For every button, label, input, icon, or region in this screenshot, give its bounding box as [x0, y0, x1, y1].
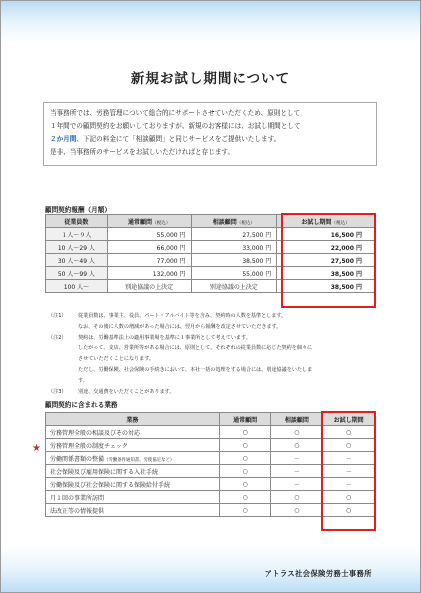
trial-fee-cell: 16,500 円 — [277, 228, 375, 241]
regular-mark: ○ — [219, 439, 271, 452]
note-line: 別途、交通費をいただくことがあります。 — [78, 388, 175, 395]
regular-mark: ○ — [219, 452, 271, 465]
regular-mark: ○ — [219, 426, 271, 439]
trial-mark: － — [323, 465, 375, 478]
note-line: 契約は、労働基準法上の適用事業場を基準に１事業所として考えています。 — [78, 334, 251, 341]
trial-mark: － — [323, 452, 375, 465]
employees-cell: 30 人～49 人 — [46, 254, 108, 267]
services-section-heading: 顧問契約に含まれる業務 — [45, 401, 118, 409]
note-line: させていただくことになります。 — [78, 356, 154, 363]
employees-cell: 10 人～29 人 — [46, 241, 108, 254]
note-item — [48, 311, 378, 333]
trial-mark: － — [323, 478, 375, 491]
consult-mark: ○ — [271, 504, 323, 517]
consult-fee-cell: 38,500 円 — [191, 254, 277, 267]
tax-note: （税込） — [236, 220, 256, 226]
task-subnote: （労働条件通知書、労使協定など） — [104, 457, 175, 463]
intro-box — [43, 102, 377, 166]
trial-column-highlight — [321, 411, 376, 531]
task-cell: 労働関係書類の整備（労働条件通知書、労使協定など） — [46, 452, 220, 465]
intro-line: 当事務所では、労務管理について総合的にサポートさせていただくため、原則として — [50, 109, 301, 117]
regular-mark: ○ — [219, 465, 271, 478]
notes — [48, 311, 378, 397]
consult-mark: ○ — [271, 491, 323, 504]
note-line: なお、その後に人数の増減があった場合には、翌月から報酬を改定させていただきます。 — [78, 323, 282, 330]
task-cell: 社会保険及び雇用保険に関する入社手続 — [46, 465, 220, 478]
trial-mark: ○ — [323, 504, 375, 517]
regular-fee-cell: 別途協議の上決定 — [107, 280, 191, 293]
header-employees: 従業員数 — [46, 215, 108, 228]
employees-cell: 50 人～99 人 — [46, 267, 108, 280]
header-task: 業務 — [46, 413, 220, 426]
consult-fee-cell: 27,500 円 — [191, 228, 277, 241]
note-item — [48, 387, 378, 398]
note-line: ただし、労働保険、社会保険の手続きにおいて、本社一括の処理をする場合には、別途協議をいたしま — [78, 366, 313, 373]
note-label: （注2） — [48, 334, 67, 341]
regular-mark: ○ — [219, 504, 271, 517]
regular-mark: ○ — [219, 491, 271, 504]
note-item — [48, 333, 378, 387]
tax-note: （税込） — [151, 220, 171, 226]
trial-fee-cell: 38,500 円 — [277, 267, 375, 280]
regular-fee-cell: 77,000 円 — [107, 254, 191, 267]
note-line: 従業員数は、事業主、役員、パート・アルバイト等を含み、契約時の人数を基準とします。 — [78, 313, 287, 319]
task-cell: 労務管理全般の相談及びその対応 — [46, 426, 220, 439]
header-consult: 相談顧問（税込） — [191, 215, 277, 228]
fee-section-heading: 顧問契約報酬（月額） — [45, 206, 111, 214]
trial-fee-cell: 27,500 円 — [277, 254, 375, 267]
regular-mark: ○ — [219, 478, 271, 491]
task-cell: 法改正等の情報提供 — [46, 504, 220, 517]
page-title: 新規お試し期間について — [130, 71, 291, 87]
employees-cell: １人～９人 — [46, 228, 108, 241]
consult-fee-cell: 55,000 円 — [191, 267, 277, 280]
header-trial: お試し期間 — [323, 413, 375, 426]
consult-mark: － — [271, 478, 323, 491]
consult-fee-cell: 33,000 円 — [191, 241, 277, 254]
header-consult: 相談顧問 — [271, 413, 323, 426]
header-regular: 通常顧問 — [219, 413, 271, 426]
task-cell: 月１回の事業所訪問 — [46, 491, 220, 504]
consult-mark: ○ — [271, 439, 323, 452]
consult-mark: － — [271, 465, 323, 478]
tax-note: （税込） — [331, 220, 350, 226]
task-cell: 労働保険及び社会保険に関する保険給付手続 — [46, 478, 220, 491]
trial-fee-cell: 22,000 円 — [277, 241, 375, 254]
note-line: す。 — [78, 377, 88, 384]
note-label: （注3） — [48, 388, 67, 395]
intro-line: 是非、当事務所のサービスをお試しいただければと存じます。 — [50, 148, 235, 156]
trial-mark: ○ — [323, 426, 375, 439]
regular-fee-cell: 132,000 円 — [107, 267, 191, 280]
firm-name: アトラス社会保険労務士事務所 — [264, 569, 372, 578]
intro-line — [50, 133, 370, 146]
consult-mark: ○ — [271, 426, 323, 439]
note-label: （注1） — [48, 313, 67, 319]
consult-fee-cell: 別途協議の上決定 — [191, 280, 277, 293]
task-cell: 労務管理全般の制度チェック — [46, 439, 220, 452]
consult-mark: － — [271, 452, 323, 465]
regular-fee-cell: 66,000 円 — [107, 241, 191, 254]
intro-line-rest: 、下記の料金にて「相談顧問」と同じサービスをご提供いたします。 — [76, 135, 281, 143]
trial-mark: ○ — [323, 491, 375, 504]
header-regular: 通常顧問（税込） — [107, 215, 191, 228]
note-line: したがって、支店、営業所等がある場合には、原則として、それぞれの従業員数に応じた契約を個々に — [78, 345, 313, 352]
regular-fee-cell: 55,000 円 — [107, 228, 191, 241]
trial-mark: ○ — [323, 439, 375, 452]
trial-duration-highlight: ２か月間 — [50, 135, 77, 143]
star-icon: ★ — [32, 443, 41, 454]
trial-column-highlight — [281, 213, 376, 308]
header-trial: お試し期間（税込） — [277, 215, 375, 228]
intro-line: １年間での顧問契約をお願いしておりますが、新規のお客様には、お試し期間として — [50, 122, 301, 130]
trial-fee-cell: 38,500 円 — [277, 280, 375, 293]
employees-cell: 100 人～ — [46, 280, 108, 293]
